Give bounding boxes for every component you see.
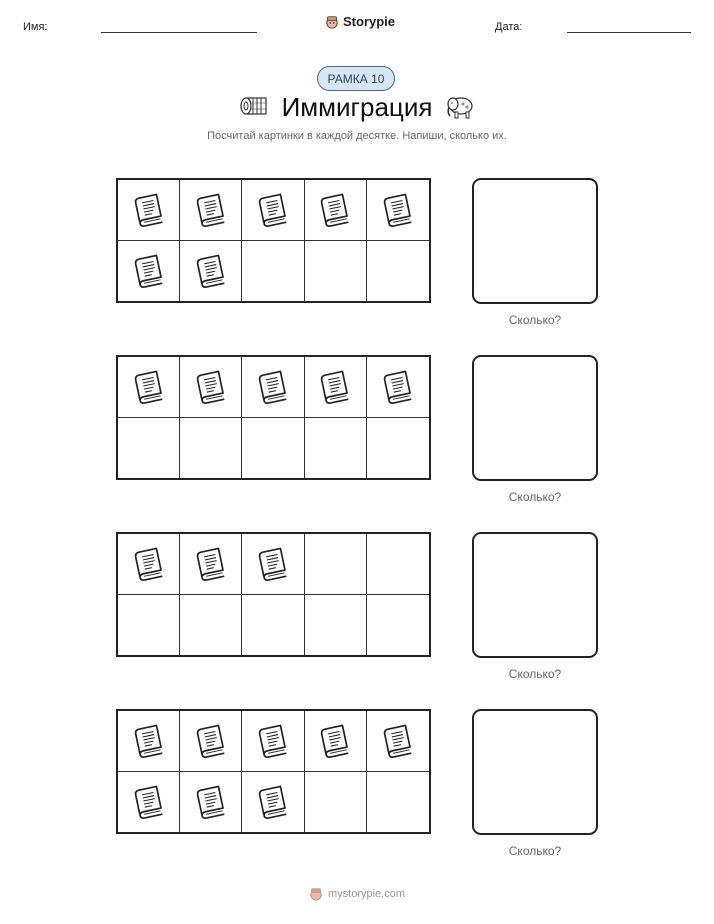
book-icon — [128, 366, 170, 408]
frame-cell — [305, 534, 367, 595]
book-icon — [377, 366, 419, 408]
footer — [0, 887, 714, 901]
frame-cell — [367, 357, 429, 418]
frame-cell — [367, 180, 429, 241]
book-icon — [252, 189, 294, 231]
book-icon — [377, 720, 419, 762]
frame-cell — [118, 772, 180, 833]
frame-cell — [180, 357, 242, 418]
book-icon — [128, 781, 170, 823]
frame-cell — [305, 772, 367, 833]
frame-cell — [305, 357, 367, 418]
frame-cell — [367, 418, 429, 479]
book-icon — [252, 720, 294, 762]
book-icon — [128, 189, 170, 231]
book-icon — [128, 543, 170, 585]
name-line — [101, 32, 257, 33]
frame-cell — [180, 772, 242, 833]
frame-cell — [242, 595, 304, 656]
frame-cell — [180, 595, 242, 656]
frame-cell — [118, 357, 180, 418]
book-icon — [252, 543, 294, 585]
frame-cell — [118, 711, 180, 772]
footer-url[interactable]: mystorypie.com — [327, 888, 406, 900]
frame-cell — [242, 534, 304, 595]
how-many-label: Сколько? — [508, 490, 562, 504]
frame-cell — [118, 595, 180, 656]
storypie-mascot-icon — [309, 887, 323, 901]
frame-cell — [242, 241, 304, 302]
ten-frame — [116, 178, 431, 303]
how-many-label: Сколько? — [508, 667, 562, 681]
frame-cell — [367, 534, 429, 595]
answer-box[interactable] — [472, 709, 598, 835]
frame-cell — [242, 180, 304, 241]
book-icon — [190, 781, 232, 823]
book-icon — [377, 189, 419, 231]
book-icon — [190, 543, 232, 585]
frame-cell — [242, 772, 304, 833]
frame-cell — [118, 180, 180, 241]
ten-frame — [116, 355, 431, 480]
frame-cell — [305, 418, 367, 479]
book-icon — [252, 366, 294, 408]
book-icon — [314, 366, 356, 408]
frame-cell — [367, 772, 429, 833]
date-line — [567, 32, 691, 33]
frame-cell — [367, 595, 429, 656]
book-icon — [314, 720, 356, 762]
frame-cell — [305, 241, 367, 302]
date-label: Дата: — [495, 21, 523, 33]
frame-cell — [242, 711, 304, 772]
frame-cell — [180, 711, 242, 772]
book-icon — [128, 250, 170, 292]
frame-cell — [305, 711, 367, 772]
frame-cell — [180, 241, 242, 302]
frame-cell — [118, 418, 180, 479]
how-many-label: Сколько? — [508, 313, 562, 327]
book-icon — [190, 189, 232, 231]
elephant-icon — [444, 94, 476, 120]
answer-box[interactable] — [472, 178, 598, 304]
frame-badge: РАМКА 10 — [317, 66, 395, 91]
page-title: Иммиграция — [281, 92, 433, 122]
book-icon — [128, 720, 170, 762]
name-label: Имя: — [23, 21, 48, 33]
ten-frame — [116, 532, 431, 657]
storypie-mascot-icon — [325, 15, 339, 29]
frame-cell — [367, 241, 429, 302]
book-icon — [190, 250, 232, 292]
frame-cell — [180, 180, 242, 241]
book-icon — [190, 366, 232, 408]
book-icon — [314, 189, 356, 231]
frame-cell — [118, 241, 180, 302]
frame-cell — [305, 180, 367, 241]
instructions: Посчитай картинки в каждой десятке. Напиши, сколько их. — [207, 130, 507, 142]
book-icon — [190, 720, 232, 762]
frame-cell — [242, 357, 304, 418]
frame-cell — [118, 534, 180, 595]
frame-cell — [180, 534, 242, 595]
frame-cell — [242, 418, 304, 479]
brand-logo — [325, 14, 395, 29]
answer-box[interactable] — [472, 355, 598, 481]
frame-cell — [180, 418, 242, 479]
frame-cell — [305, 595, 367, 656]
frame-cell — [367, 711, 429, 772]
brand-name: Storypie — [343, 14, 396, 29]
book-icon — [252, 781, 294, 823]
how-many-label: Сколько? — [508, 844, 562, 858]
ten-frame — [116, 709, 431, 834]
answer-box[interactable] — [472, 532, 598, 658]
